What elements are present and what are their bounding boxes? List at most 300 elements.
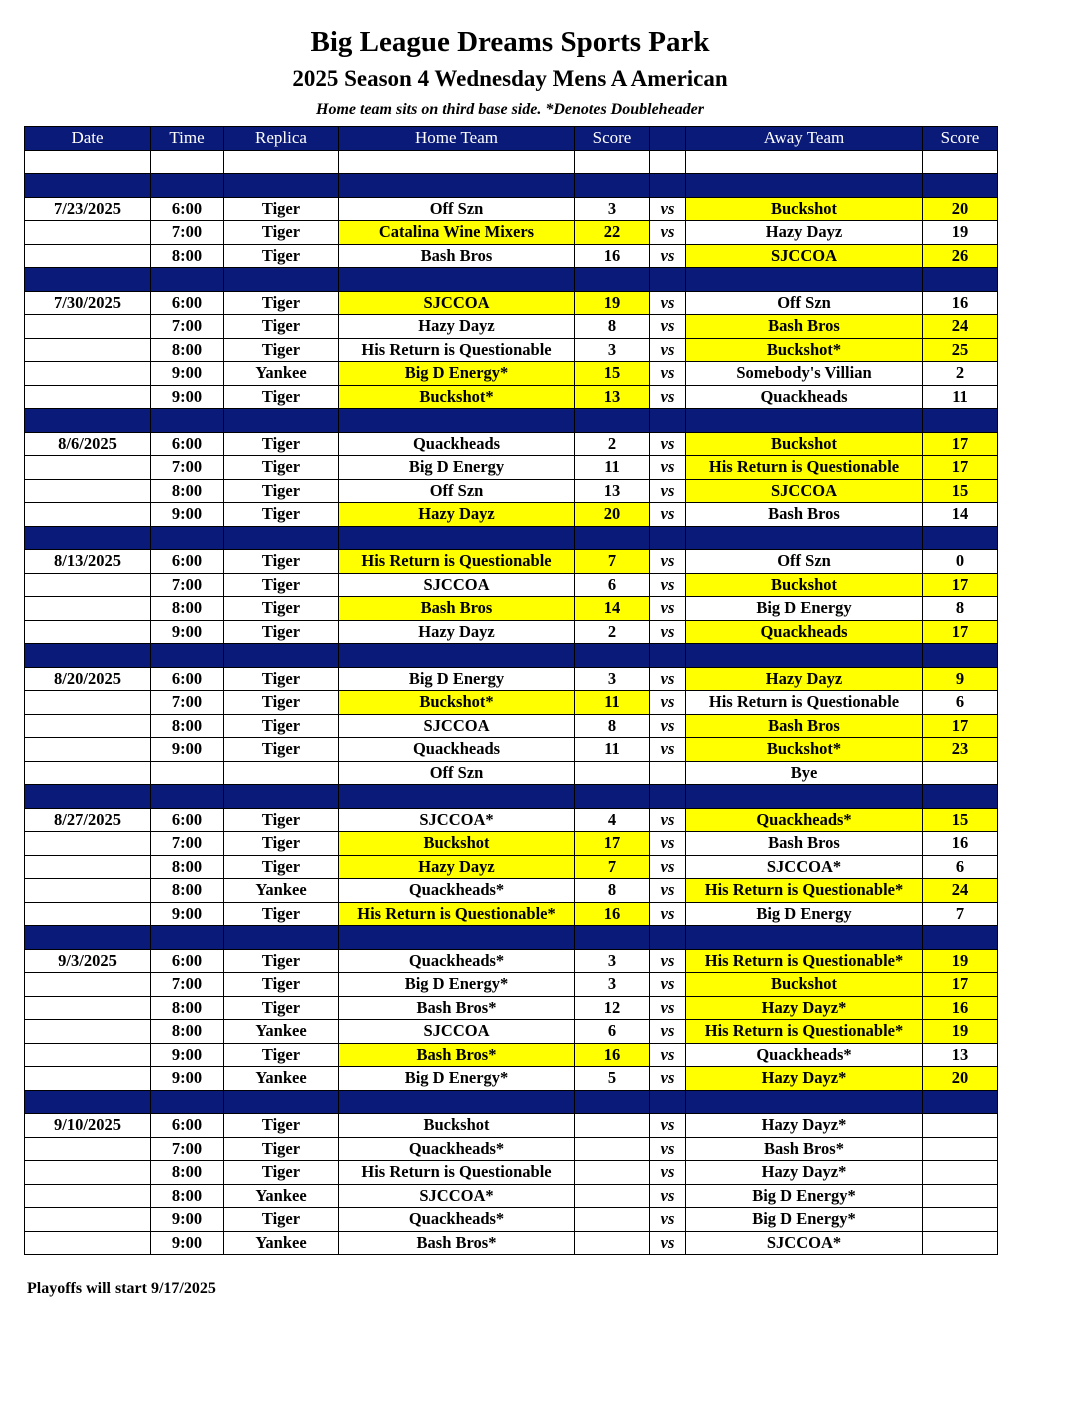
vs-cell: vs: [650, 902, 686, 926]
date-cell: 7/30/2025: [25, 291, 151, 315]
away-score-cell: 19: [923, 221, 998, 245]
away-score-cell: 17: [923, 714, 998, 738]
time-cell: 7:00: [151, 691, 224, 715]
vs-cell: vs: [650, 1137, 686, 1161]
separator-cell: [339, 644, 575, 668]
separator-cell: [339, 785, 575, 809]
separator-cell: [224, 1090, 339, 1114]
date-cell: [25, 761, 151, 785]
column-header-home-score: Score: [575, 127, 650, 151]
home-score-cell: 3: [575, 949, 650, 973]
home-score-cell: 11: [575, 691, 650, 715]
game-row: [25, 1020, 998, 1044]
replica-cell: Tiger: [224, 620, 339, 644]
vs-cell: vs: [650, 1184, 686, 1208]
date-cell: [25, 855, 151, 879]
date-cell: [25, 714, 151, 738]
replica-cell: Tiger: [224, 244, 339, 268]
game-row: [25, 1208, 998, 1232]
away-score-cell: 6: [923, 691, 998, 715]
home-score-cell: 13: [575, 479, 650, 503]
away-score-cell: [923, 1137, 998, 1161]
home-team-cell: Quackheads*: [339, 949, 575, 973]
time-cell: 8:00: [151, 996, 224, 1020]
vs-cell: vs: [650, 1161, 686, 1185]
home-score-cell: 3: [575, 197, 650, 221]
separator-cell: [224, 926, 339, 950]
home-score-cell: [575, 1114, 650, 1138]
away-team-cell: Quackheads: [686, 385, 923, 409]
game-row: [25, 291, 998, 315]
game-row: [25, 338, 998, 362]
away-score-cell: 19: [923, 949, 998, 973]
separator-cell: [25, 644, 151, 668]
away-team-cell: Quackheads*: [686, 1043, 923, 1067]
week-separator-row: [25, 644, 998, 668]
separator-cell: [650, 785, 686, 809]
time-cell: 7:00: [151, 456, 224, 480]
away-score-cell: 19: [923, 1020, 998, 1044]
game-row: [25, 1043, 998, 1067]
vs-cell: vs: [650, 620, 686, 644]
time-cell: [151, 761, 224, 785]
home-score-cell: [575, 150, 650, 174]
separator-cell: [25, 174, 151, 198]
separator-cell: [339, 1090, 575, 1114]
replica-cell: Tiger: [224, 479, 339, 503]
vs-cell: vs: [650, 197, 686, 221]
away-score-cell: 25: [923, 338, 998, 362]
time-cell: 8:00: [151, 244, 224, 268]
separator-cell: [25, 526, 151, 550]
time-cell: 9:00: [151, 1208, 224, 1232]
away-team-cell: [686, 150, 923, 174]
time-cell: 6:00: [151, 550, 224, 574]
header-note: Home team sits on third base side. *Denotes Doubleheader: [316, 101, 704, 118]
home-team-cell: Buckshot: [339, 832, 575, 856]
vs-cell: vs: [650, 738, 686, 762]
vs-cell: vs: [650, 1043, 686, 1067]
time-cell: 6:00: [151, 291, 224, 315]
home-score-cell: 16: [575, 902, 650, 926]
date-cell: [25, 1231, 151, 1255]
game-row: [25, 996, 998, 1020]
game-row: [25, 738, 998, 762]
away-team-cell: Bash Bros: [686, 832, 923, 856]
separator-cell: [25, 1090, 151, 1114]
game-row: [25, 221, 998, 245]
separator-cell: [686, 644, 923, 668]
home-score-cell: 16: [575, 244, 650, 268]
home-score-cell: 8: [575, 714, 650, 738]
home-score-cell: 14: [575, 597, 650, 621]
away-team-cell: Quackheads: [686, 620, 923, 644]
away-team-cell: SJCCOA: [686, 479, 923, 503]
time-cell: 9:00: [151, 1043, 224, 1067]
vs-cell: vs: [650, 1067, 686, 1091]
time-cell: 9:00: [151, 1067, 224, 1091]
schedule-body: [25, 150, 998, 1255]
away-score-cell: 6: [923, 855, 998, 879]
replica-cell: Tiger: [224, 808, 339, 832]
home-score-cell: 19: [575, 291, 650, 315]
away-team-cell: Hazy Dayz*: [686, 1067, 923, 1091]
away-team-cell: SJCCOA*: [686, 1231, 923, 1255]
away-score-cell: 23: [923, 738, 998, 762]
home-score-cell: 15: [575, 362, 650, 386]
home-score-cell: 22: [575, 221, 650, 245]
time-cell: 6:00: [151, 197, 224, 221]
separator-cell: [339, 526, 575, 550]
date-cell: [25, 996, 151, 1020]
home-team-cell: SJCCOA*: [339, 808, 575, 832]
time-cell: 8:00: [151, 479, 224, 503]
game-row: [25, 362, 998, 386]
separator-cell: [151, 926, 224, 950]
replica-cell: Tiger: [224, 221, 339, 245]
separator-cell: [686, 926, 923, 950]
separator-cell: [686, 785, 923, 809]
time-cell: 9:00: [151, 620, 224, 644]
date-cell: [25, 902, 151, 926]
separator-cell: [923, 1090, 998, 1114]
home-score-cell: 17: [575, 832, 650, 856]
game-row: [25, 244, 998, 268]
date-cell: [25, 973, 151, 997]
date-cell: 7/23/2025: [25, 197, 151, 221]
replica-cell: Tiger: [224, 902, 339, 926]
away-score-cell: 16: [923, 996, 998, 1020]
home-team-cell: SJCCOA: [339, 573, 575, 597]
vs-cell: [650, 761, 686, 785]
home-team-cell: Hazy Dayz: [339, 315, 575, 339]
vs-cell: vs: [650, 244, 686, 268]
away-team-cell: Bash Bros: [686, 503, 923, 527]
vs-cell: vs: [650, 1114, 686, 1138]
away-team-cell: Buckshot: [686, 973, 923, 997]
game-row: [25, 1231, 998, 1255]
away-score-cell: 24: [923, 879, 998, 903]
away-score-cell: 17: [923, 620, 998, 644]
replica-cell: Yankee: [224, 1231, 339, 1255]
date-cell: [25, 221, 151, 245]
away-score-cell: [923, 761, 998, 785]
date-cell: [25, 879, 151, 903]
away-team-cell: Off Szn: [686, 291, 923, 315]
away-score-cell: 24: [923, 315, 998, 339]
game-row: [25, 456, 998, 480]
vs-cell: vs: [650, 1020, 686, 1044]
away-score-cell: 2: [923, 362, 998, 386]
vs-cell: [650, 150, 686, 174]
separator-cell: [151, 268, 224, 292]
home-score-cell: 11: [575, 456, 650, 480]
game-row: [25, 432, 998, 456]
replica-cell: Tiger: [224, 432, 339, 456]
away-team-cell: His Return is Questionable*: [686, 879, 923, 903]
vs-cell: vs: [650, 832, 686, 856]
away-team-cell: Buckshot: [686, 432, 923, 456]
away-score-cell: 20: [923, 1067, 998, 1091]
separator-cell: [686, 409, 923, 433]
vs-cell: vs: [650, 808, 686, 832]
time-cell: 6:00: [151, 432, 224, 456]
separator-cell: [224, 174, 339, 198]
home-score-cell: 2: [575, 432, 650, 456]
away-team-cell: Buckshot*: [686, 738, 923, 762]
separator-cell: [686, 1090, 923, 1114]
separator-cell: [224, 785, 339, 809]
separator-cell: [923, 268, 998, 292]
vs-cell: vs: [650, 667, 686, 691]
replica-cell: Tiger: [224, 503, 339, 527]
home-team-cell: Big D Energy: [339, 456, 575, 480]
home-team-cell: Hazy Dayz: [339, 855, 575, 879]
away-team-cell: Quackheads*: [686, 808, 923, 832]
away-score-cell: 17: [923, 432, 998, 456]
separator-cell: [151, 785, 224, 809]
game-row: [25, 1137, 998, 1161]
separator-cell: [151, 174, 224, 198]
separator-cell: [923, 174, 998, 198]
away-team-cell: Bye: [686, 761, 923, 785]
away-team-cell: His Return is Questionable: [686, 691, 923, 715]
away-score-cell: 17: [923, 456, 998, 480]
replica-cell: Tiger: [224, 996, 339, 1020]
time-cell: 6:00: [151, 667, 224, 691]
separator-cell: [923, 644, 998, 668]
replica-cell: [224, 761, 339, 785]
replica-cell: Yankee: [224, 1184, 339, 1208]
replica-cell: Tiger: [224, 1208, 339, 1232]
away-team-cell: Bash Bros: [686, 315, 923, 339]
home-team-cell: Quackheads: [339, 738, 575, 762]
replica-cell: Yankee: [224, 1067, 339, 1091]
away-team-cell: Off Szn: [686, 550, 923, 574]
separator-cell: [650, 644, 686, 668]
separator-cell: [650, 174, 686, 198]
game-row: [25, 150, 998, 174]
replica-cell: Tiger: [224, 691, 339, 715]
home-team-cell: Big D Energy*: [339, 1067, 575, 1091]
away-team-cell: Buckshot*: [686, 338, 923, 362]
home-team-cell: Big D Energy*: [339, 973, 575, 997]
away-team-cell: Buckshot: [686, 197, 923, 221]
away-team-cell: Big D Energy*: [686, 1184, 923, 1208]
separator-cell: [25, 409, 151, 433]
time-cell: 8:00: [151, 714, 224, 738]
date-cell: 9/10/2025: [25, 1114, 151, 1138]
home-team-cell: Bash Bros: [339, 597, 575, 621]
game-row: [25, 479, 998, 503]
vs-cell: vs: [650, 456, 686, 480]
home-score-cell: [575, 1137, 650, 1161]
away-score-cell: 20: [923, 197, 998, 221]
game-row: [25, 1067, 998, 1091]
away-team-cell: His Return is Questionable: [686, 456, 923, 480]
home-score-cell: [575, 1231, 650, 1255]
away-score-cell: [923, 1184, 998, 1208]
replica-cell: Tiger: [224, 832, 339, 856]
home-score-cell: 6: [575, 1020, 650, 1044]
away-team-cell: SJCCOA*: [686, 855, 923, 879]
time-cell: 9:00: [151, 362, 224, 386]
date-cell: 9/3/2025: [25, 949, 151, 973]
away-score-cell: 7: [923, 902, 998, 926]
home-team-cell: Quackheads*: [339, 1208, 575, 1232]
home-team-cell: His Return is Questionable: [339, 550, 575, 574]
home-team-cell: [339, 150, 575, 174]
away-team-cell: Bash Bros*: [686, 1137, 923, 1161]
time-cell: [151, 150, 224, 174]
replica-cell: Yankee: [224, 362, 339, 386]
away-team-cell: His Return is Questionable*: [686, 1020, 923, 1044]
home-team-cell: SJCCOA: [339, 714, 575, 738]
game-row: [25, 855, 998, 879]
separator-cell: [923, 526, 998, 550]
week-separator-row: [25, 409, 998, 433]
separator-cell: [25, 926, 151, 950]
date-cell: [25, 315, 151, 339]
time-cell: 7:00: [151, 573, 224, 597]
vs-cell: vs: [650, 221, 686, 245]
away-score-cell: 16: [923, 291, 998, 315]
away-team-cell: Somebody's Villian: [686, 362, 923, 386]
vs-cell: vs: [650, 362, 686, 386]
away-score-cell: 0: [923, 550, 998, 574]
away-score-cell: [923, 1231, 998, 1255]
separator-cell: [224, 526, 339, 550]
playoffs-note: Playoffs will start 9/17/2025: [27, 1280, 216, 1297]
time-cell: 6:00: [151, 949, 224, 973]
replica-cell: Tiger: [224, 597, 339, 621]
home-score-cell: 3: [575, 338, 650, 362]
away-score-cell: 16: [923, 832, 998, 856]
date-cell: [25, 150, 151, 174]
column-header-vs: [650, 127, 686, 151]
separator-cell: [575, 526, 650, 550]
home-team-cell: Off Szn: [339, 761, 575, 785]
away-team-cell: SJCCOA: [686, 244, 923, 268]
home-team-cell: Bash Bros*: [339, 1231, 575, 1255]
replica-cell: Tiger: [224, 291, 339, 315]
vs-cell: vs: [650, 573, 686, 597]
separator-cell: [923, 926, 998, 950]
home-score-cell: 4: [575, 808, 650, 832]
date-cell: [25, 691, 151, 715]
replica-cell: Tiger: [224, 1114, 339, 1138]
date-cell: [25, 620, 151, 644]
separator-cell: [25, 268, 151, 292]
vs-cell: vs: [650, 855, 686, 879]
separator-cell: [575, 409, 650, 433]
home-team-cell: Bash Bros*: [339, 996, 575, 1020]
vs-cell: vs: [650, 949, 686, 973]
date-cell: [25, 385, 151, 409]
separator-cell: [151, 526, 224, 550]
date-cell: [25, 503, 151, 527]
away-team-cell: Hazy Dayz: [686, 221, 923, 245]
home-team-cell: Hazy Dayz: [339, 503, 575, 527]
separator-cell: [686, 268, 923, 292]
time-cell: 8:00: [151, 879, 224, 903]
week-separator-row: [25, 1090, 998, 1114]
away-score-cell: 17: [923, 973, 998, 997]
vs-cell: vs: [650, 550, 686, 574]
replica-cell: Tiger: [224, 738, 339, 762]
separator-cell: [339, 926, 575, 950]
time-cell: 7:00: [151, 973, 224, 997]
home-team-cell: Bash Bros*: [339, 1043, 575, 1067]
replica-cell: Tiger: [224, 1043, 339, 1067]
away-score-cell: [923, 1161, 998, 1185]
time-cell: 9:00: [151, 1231, 224, 1255]
game-row: [25, 902, 998, 926]
vs-cell: vs: [650, 338, 686, 362]
vs-cell: vs: [650, 1208, 686, 1232]
date-cell: 8/20/2025: [25, 667, 151, 691]
replica-cell: Tiger: [224, 456, 339, 480]
home-score-cell: [575, 1184, 650, 1208]
time-cell: 6:00: [151, 808, 224, 832]
date-cell: [25, 338, 151, 362]
away-score-cell: 15: [923, 479, 998, 503]
separator-cell: [686, 526, 923, 550]
home-score-cell: 3: [575, 973, 650, 997]
game-row: [25, 667, 998, 691]
date-cell: [25, 1043, 151, 1067]
home-score-cell: 2: [575, 620, 650, 644]
separator-cell: [923, 409, 998, 433]
home-team-cell: Big D Energy*: [339, 362, 575, 386]
home-score-cell: [575, 761, 650, 785]
date-cell: [25, 1161, 151, 1185]
home-team-cell: Quackheads*: [339, 879, 575, 903]
separator-cell: [575, 644, 650, 668]
away-score-cell: [923, 150, 998, 174]
game-row: [25, 973, 998, 997]
page-subtitle: 2025 Season 4 Wednesday Mens A American: [292, 66, 728, 91]
date-cell: [25, 597, 151, 621]
home-team-cell: Off Szn: [339, 479, 575, 503]
time-cell: 6:00: [151, 1114, 224, 1138]
away-score-cell: 15: [923, 808, 998, 832]
game-row: [25, 550, 998, 574]
away-team-cell: Big D Energy: [686, 597, 923, 621]
away-score-cell: 26: [923, 244, 998, 268]
separator-cell: [151, 409, 224, 433]
away-score-cell: 14: [923, 503, 998, 527]
home-team-cell: Quackheads*: [339, 1137, 575, 1161]
separator-cell: [25, 785, 151, 809]
away-team-cell: Bash Bros: [686, 714, 923, 738]
home-team-cell: SJCCOA: [339, 291, 575, 315]
separator-cell: [224, 409, 339, 433]
vs-cell: vs: [650, 291, 686, 315]
date-cell: [25, 1067, 151, 1091]
away-team-cell: Hazy Dayz*: [686, 1114, 923, 1138]
game-row: [25, 1161, 998, 1185]
date-cell: [25, 1020, 151, 1044]
home-score-cell: 13: [575, 385, 650, 409]
replica-cell: Tiger: [224, 667, 339, 691]
game-row: [25, 879, 998, 903]
game-row: [25, 761, 998, 785]
replica-cell: Tiger: [224, 714, 339, 738]
away-team-cell: Big D Energy*: [686, 1208, 923, 1232]
home-team-cell: Hazy Dayz: [339, 620, 575, 644]
separator-cell: [224, 268, 339, 292]
